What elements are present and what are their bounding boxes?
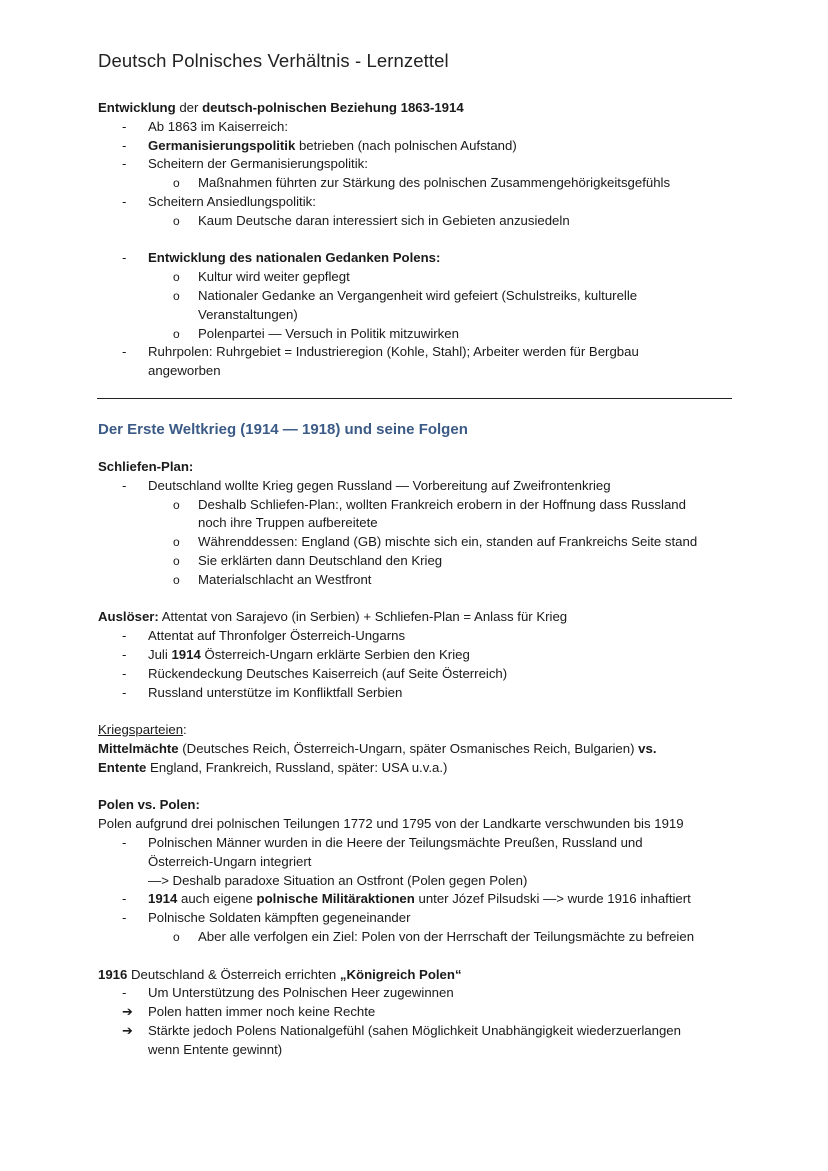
list-item [98,665,758,684]
dash-bullet: - [122,137,127,153]
list-item-continuation: angeworben [148,363,221,379]
item-text: Währenddessen: England (GB) mischte sich ein, standen auf Frankreichs Seite stand [198,534,698,550]
list-item [98,834,758,853]
subheading-schlieffen: Schliefen-Plan: [98,459,194,474]
item-bold-text: polnische Militäraktionen [256,891,415,907]
arrow-item [98,1003,758,1022]
item-text: England, Frankreich, Russland, später: USA u.v.a.) [146,759,448,775]
list-item [98,249,758,268]
dash-bullet: - [122,344,127,360]
circle-bullet: o [173,553,180,568]
item-text: auch eigene [177,891,257,907]
sub-list-item [98,268,758,287]
year-bold: 1914 [148,891,178,907]
section-erster-weltkrieg [98,420,758,1060]
dash-bullet: - [122,985,127,1001]
paragraph: Polen aufgrund drei polnischen Teilungen 1772 und 1795 von der Landkarte verschwunden bis 1919 [98,816,684,832]
label-bold: Mittelmächte [98,740,179,756]
sub-list-item [98,325,758,344]
sub-list-item [98,552,758,571]
subheading-koenigreich-polen [98,966,758,985]
item-bold-text: Germanisierungspolitik [148,137,296,153]
document-title: Deutsch Polnisches Verhältnis - Lernzettel [98,50,449,71]
section-heading [98,99,758,118]
item-text: Materialschlacht an Westfront [198,571,372,587]
circle-bullet: o [173,572,180,587]
arrow-right-icon: ➔ [122,1004,133,1020]
item-text: Rückendeckung Deutsches Kaiserreich (auf Seite Österreich) [148,665,508,681]
item-text: Russland unterstütze im Konfliktfall Serbien [148,684,403,700]
item-bold-text: Entwicklung des nationalen Gedanken Polens: [148,250,441,266]
item-text: Deshalb Schliefen-Plan:, wollten Frankreich erobern in der Hoffnung dass Russland [198,496,686,512]
item-text: Nationaler Gedanke an Vergangenheit wird gefeiert (Schulstreiks, kulturelle [198,287,638,303]
item-text: betrieben (nach polnischen Aufstand) [295,137,517,153]
dash-bullet: - [122,684,127,700]
list-item [98,118,758,137]
subheading-polen-vs-polen: Polen vs. Polen: [98,797,200,813]
circle-bullet: o [173,213,180,228]
colon: : [183,722,187,738]
heading-part: der [175,100,203,115]
item-text: Österreich-Ungarn erklärte Serbien den Krieg [200,646,470,662]
heading-part: Entwicklung [98,100,176,115]
circle-bullet: o [173,270,180,285]
list-item [98,477,758,496]
circle-bullet: o [173,176,180,191]
list-item [98,684,758,703]
subheading-kriegsparteien [98,721,758,740]
item-text: Deutschland & Österreich errichten [127,966,340,982]
item-text: Attentat auf Thronfolger Österreich-Ungarns [148,628,406,644]
list-item [98,909,758,928]
item-text: Um Unterstützung des Polnischen Heer zugewinnen [148,985,454,1001]
dash-bullet: - [122,628,127,644]
arrow-item [98,1022,758,1041]
item-text: (Deutsches Reich, Österreich-Ungarn, später Osmanisches Reich, Bulgarien) [178,740,639,756]
label-bold: Auslöser: [98,609,159,625]
circle-bullet: o [173,288,180,303]
entente-line [98,759,758,778]
sub-list-item [98,571,758,590]
mittelmaechte-line [98,740,758,759]
item-text: Stärkte jedoch Polens Nationalgefühl (sahen Möglichkeit Unabhängigkeit wiederzuerlangen [148,1022,681,1038]
item-text: Deutschland wollte Krieg gegen Russland — Vorbereitung auf Zweifrontenkrieg [148,477,611,493]
item-text: Attentat von Sarajevo (in Serbien) + Schliefen-Plan = Anlass für Krieg [158,609,568,625]
sub-list-item [98,212,758,231]
item-text: Polnischen Männer wurden in die Heere der Teilungsmächte Preußen, Russland und [148,834,643,850]
vs-bold: vs. [638,740,657,756]
item-text: Kaum Deutsche daran interessiert sich in Gebieten anzusiedeln [198,212,570,228]
label-bold: Entente [98,759,147,775]
circle-bullet: o [173,535,180,550]
item-text: Kultur wird weiter gepflegt [198,269,350,285]
section-beziehung-1863-1914 [98,99,758,381]
dash-bullet: - [122,118,127,134]
heading-part: deutsch-polnischen Beziehung 1863-1914 [202,100,464,115]
item-text: Ruhrpolen: Ruhrgebiet = Industrieregion (Kohle, Stahl); Arbeiter werden für Bergbau [148,344,639,360]
sub-list-item [98,174,758,193]
sub-list-item [98,496,758,515]
dash-bullet: - [122,646,127,662]
year-bold: 1914 [171,646,201,662]
dash-bullet: - [122,156,127,172]
list-item [98,890,758,909]
item-text: Juli [148,646,172,662]
item-text: unter Józef Pilsudski —> wurde 1916 inhaftiert [414,891,691,907]
item-text: Aber alle verfolgen ein Ziel: Polen von der Herrschaft der Teilungsmächte zu befreien [198,928,695,944]
item-text: Sie erklärten dann Deutschland den Krieg [198,552,443,568]
item-text: Scheitern Ansiedlungspolitik: [148,193,316,209]
dash-bullet: - [122,834,127,850]
list-item [98,646,758,665]
list-item [98,627,758,646]
sub-list-item [98,928,758,947]
sub-list-item-continuation: noch ihre Truppen aufbereitete [198,515,378,531]
item-bold-text: „Königreich Polen“ [339,966,462,982]
underlined-heading: Kriegsparteien [98,722,184,738]
circle-bullet: o [173,929,180,944]
list-item [98,155,758,174]
list-item [98,193,758,212]
circle-bullet: o [173,497,180,512]
item-text: Polenpartei — Versuch in Politik mitzuwirken [198,325,459,341]
dash-bullet: - [122,193,127,209]
dash-bullet: - [122,477,127,493]
list-item-continuation: wenn Entente gewinnt) [148,1041,283,1057]
item-text: Maßnahmen führten zur Stärkung des polnischen Zusammengehörigkeitsgefühls [198,175,671,191]
section-heading-weltkrieg: Der Erste Weltkrieg (1914 — 1918) und seine Folgen [98,421,468,438]
dash-bullet: - [122,665,127,681]
item-text: Scheitern der Germanisierungspolitik: [148,156,368,172]
list-item-continuation: —> Deshalb paradoxe Situation an Ostfront (Polen gegen Polen) [148,872,528,888]
list-item-continuation: Österreich-Ungarn integriert [148,853,312,869]
year-bold: 1916 [98,966,128,982]
dash-bullet: - [122,910,127,926]
dash-bullet: - [122,891,127,907]
list-item [98,343,758,362]
subheading-ausloeser [98,608,758,627]
list-item [98,137,758,156]
item-text: Polnische Soldaten kämpften gegeneinander [148,910,411,926]
dash-bullet: - [122,250,127,266]
item-text: Polen hatten immer noch keine Rechte [148,1004,376,1020]
circle-bullet: o [173,326,180,341]
arrow-right-icon: ➔ [122,1022,133,1038]
sub-list-item [98,533,758,552]
list-item [98,984,758,1003]
item-text: Ab 1863 im Kaiserreich: [148,118,289,134]
sub-list-item [98,287,758,306]
horizontal-divider [97,398,732,399]
sub-list-item-continuation: Veranstaltungen) [198,306,298,322]
